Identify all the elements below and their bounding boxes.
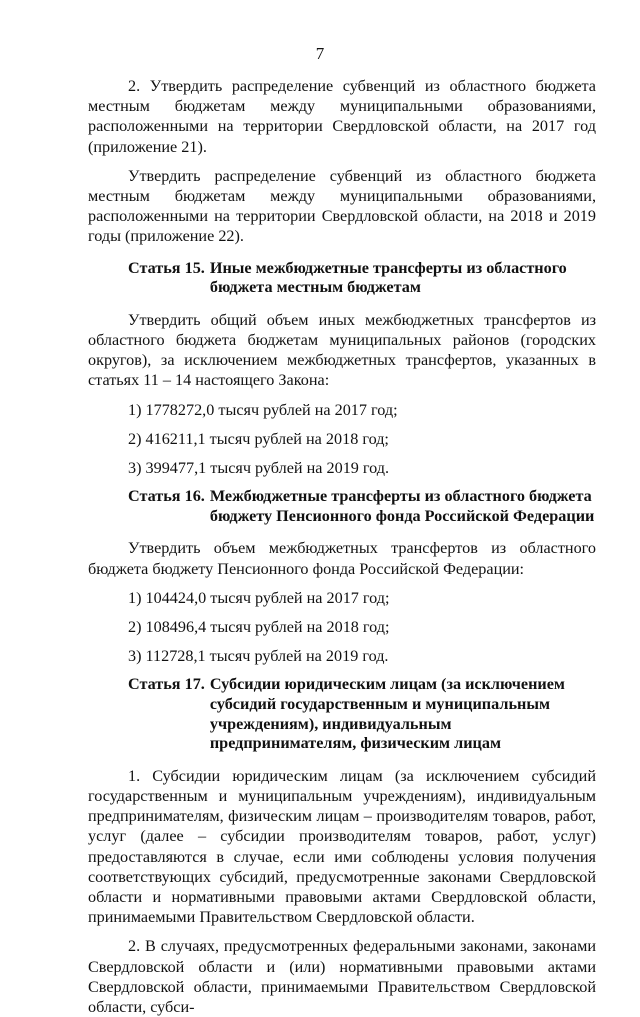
article-15-title: Иные межбюджетные трансферты из областного бюджета местным бюджетам [209, 258, 567, 297]
list-item-16-3: 3) 112728,1 тысяч рублей на 2019 год. [128, 647, 389, 666]
list-item-16-2: 2) 108496,4 тысяч рублей на 2018 год; [128, 618, 390, 637]
article-16-number: Статья 16. [128, 487, 205, 506]
article-17-heading [128, 675, 596, 753]
paragraph-pension-fund: Утвердить объем межбюджетных трансфертов из областного бюджета бюджету Пенсионного фонда Российской Федерации: [88, 539, 596, 578]
list-item-15-3: 3) 399477,1 тысяч рублей на 2019 год. [128, 459, 390, 478]
article-15-number: Статья 15. [128, 258, 205, 277]
article-16-title: Межбюджетные трансферты из областного бюджета бюджету Пенсионного фонда Российской Федерации [209, 487, 595, 525]
paragraph-subvention-2017: 2. Утвердить распределение субвенций из областного бюджета местным бюджетам между муниципальными образованиями, расположенными на территории Свердловской области, на 2017 год (приложение 21). [88, 77, 596, 156]
list-item-15-1: 1) 1778272,0 тысяч рублей на 2017 год; [128, 400, 398, 419]
list-item-16-1: 1) 104424,0 тысяч рублей на 2017 год; [128, 588, 390, 607]
list-item-15-2: 2) 416211,1 тысяч рублей на 2018 год; [128, 429, 389, 448]
paragraph-other-transfers: Утвердить общий объем иных межбюджетных трансфертов из областного бюджета бюджетам муниципальных районов (городских округов), за исключением межбюджетных трансфертов, указанных в статьях 11 – 14 настоящего Закона: [88, 310, 596, 390]
article-17-title: Субсидии юридическим лицам (за исключением субсидий государственным и муниципальным учреждениям), индивидуальным предпринимателям, физическим лицам [209, 675, 565, 753]
document-body [88, 76, 596, 1017]
paragraph-subvention-2018-2019: Утвердить распределение субвенций из областного бюджета местным бюджетам между муниципальными образованиями, расположенными на территории Свердловской области, на 2018 и 2019 годы (приложение 22). [88, 166, 596, 246]
article-16-heading [128, 487, 596, 526]
article-17-number: Статья 17. [128, 675, 205, 694]
article-15-heading [128, 259, 596, 298]
paragraph-subsidies-2: 2. В случаях, предусмотренных федеральными законами, законами Свердловской области и (или) нормативными правовыми актами Свердловской области, принимаемыми Правительством Свердловской области, субси- [88, 937, 596, 1017]
paragraph-subsidies-1: 1. Субсидии юридическим лицам (за исключением субсидий государственным и муниципальным учреждениям), индивидуальным предпринимателям, физическим лицам – производителям товаров, работ, услуг (далее – субсидии производителям товаров, работ, услуг) предоставляются в случае, если ими соблюдены условия получения соответствующих субсидий, предусмотренные законами Свердловской области и нормативными правовыми актами Свердловской области, принимаемыми Правительством Свердловской области. [88, 766, 596, 927]
page-number: 7 [315, 44, 325, 63]
